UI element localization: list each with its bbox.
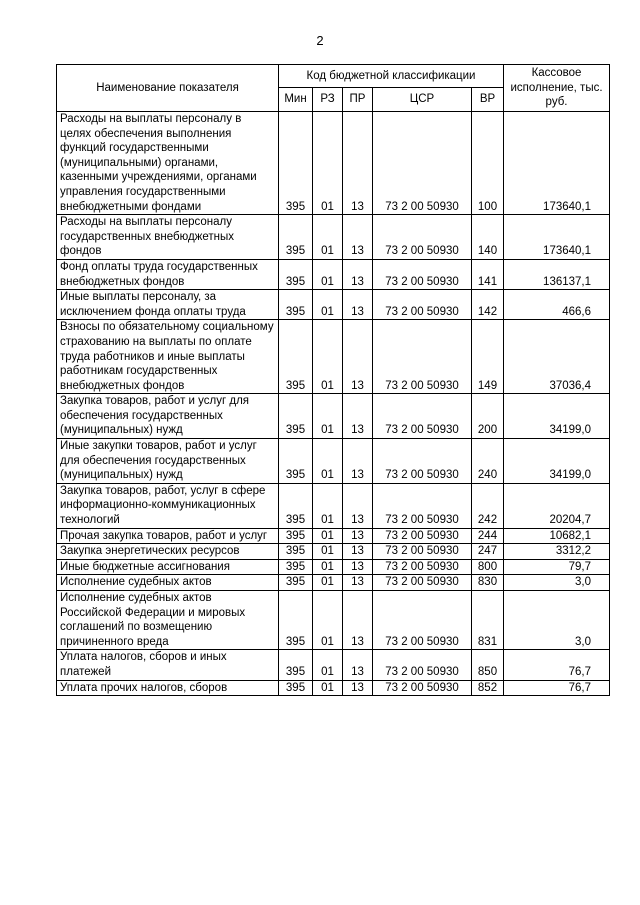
table-row (57, 483, 610, 528)
row-csr: 73 2 00 50930 (373, 544, 472, 560)
table-row (57, 320, 610, 394)
table-row (57, 439, 610, 484)
row-vr: 100 (472, 112, 504, 215)
row-pr: 13 (343, 591, 373, 650)
header-amount: Кассовое исполнение, тыс. руб. (504, 65, 610, 112)
row-rz: 01 (313, 559, 343, 575)
row-csr: 73 2 00 50930 (373, 259, 472, 289)
table-body (57, 112, 610, 696)
table-header (57, 65, 610, 112)
row-name: Расходы на выплаты персоналу государственных внебюджетных фондов (57, 215, 279, 260)
row-rz: 01 (313, 591, 343, 650)
row-name: Прочая закупка товаров, работ и услуг (57, 528, 279, 544)
header-code-group: Код бюджетной классификации (279, 65, 504, 88)
row-amount: 76,7 (504, 650, 610, 680)
row-vr: 247 (472, 544, 504, 560)
row-pr: 13 (343, 680, 373, 696)
table-row (57, 528, 610, 544)
row-pr: 13 (343, 439, 373, 484)
row-min: 395 (279, 290, 313, 320)
row-amount: 20204,7 (504, 483, 610, 528)
row-rz: 01 (313, 575, 343, 591)
row-min: 395 (279, 439, 313, 484)
row-vr: 142 (472, 290, 504, 320)
row-csr: 73 2 00 50930 (373, 680, 472, 696)
row-name: Исполнение судебных актов (57, 575, 279, 591)
row-amount: 10682,1 (504, 528, 610, 544)
row-amount: 136137,1 (504, 259, 610, 289)
header-col-min: Мин (279, 88, 313, 112)
row-rz: 01 (313, 650, 343, 680)
row-vr: 242 (472, 483, 504, 528)
row-min: 395 (279, 320, 313, 394)
row-csr: 73 2 00 50930 (373, 394, 472, 439)
row-amount: 3,0 (504, 575, 610, 591)
row-min: 395 (279, 394, 313, 439)
row-csr: 73 2 00 50930 (373, 575, 472, 591)
row-min: 395 (279, 259, 313, 289)
row-pr: 13 (343, 320, 373, 394)
row-min: 395 (279, 680, 313, 696)
page-number: 2 (316, 33, 324, 48)
row-vr: 831 (472, 591, 504, 650)
row-rz: 01 (313, 259, 343, 289)
row-vr: 800 (472, 559, 504, 575)
row-pr: 13 (343, 394, 373, 439)
row-vr: 852 (472, 680, 504, 696)
row-name: Закупка энергетических ресурсов (57, 544, 279, 560)
row-rz: 01 (313, 483, 343, 528)
row-csr: 73 2 00 50930 (373, 439, 472, 484)
row-min: 395 (279, 483, 313, 528)
row-amount: 3,0 (504, 591, 610, 650)
row-vr: 140 (472, 215, 504, 260)
row-csr: 73 2 00 50930 (373, 591, 472, 650)
row-amount: 79,7 (504, 559, 610, 575)
row-rz: 01 (313, 394, 343, 439)
row-name: Закупка товаров, работ, услуг в сфере информационно-коммуникационных технологий (57, 483, 279, 528)
row-vr: 141 (472, 259, 504, 289)
row-csr: 73 2 00 50930 (373, 290, 472, 320)
table-row (57, 650, 610, 680)
row-vr: 244 (472, 528, 504, 544)
table-row (57, 591, 610, 650)
row-name: Уплата налогов, сборов и иных платежей (57, 650, 279, 680)
row-csr: 73 2 00 50930 (373, 559, 472, 575)
row-csr: 73 2 00 50930 (373, 483, 472, 528)
row-rz: 01 (313, 544, 343, 560)
row-amount: 76,7 (504, 680, 610, 696)
budget-execution-table (56, 64, 610, 696)
row-name: Исполнение судебных актов Российской Федерации и мировых соглашений по возмещению причиненного вреда (57, 591, 279, 650)
table-row (57, 259, 610, 289)
row-amount: 3312,2 (504, 544, 610, 560)
row-rz: 01 (313, 528, 343, 544)
row-name: Закупка товаров, работ и услуг для обеспечения государственных (муниципальных) нужд (57, 394, 279, 439)
row-amount: 37036,4 (504, 320, 610, 394)
row-csr: 73 2 00 50930 (373, 320, 472, 394)
row-rz: 01 (313, 290, 343, 320)
row-name: Фонд оплаты труда государственных внебюджетных фондов (57, 259, 279, 289)
row-name: Иные закупки товаров, работ и услуг для обеспечения государственных (муниципальных) нужд (57, 439, 279, 484)
row-rz: 01 (313, 439, 343, 484)
header-col-rz: РЗ (313, 88, 343, 112)
row-rz: 01 (313, 112, 343, 215)
row-amount: 34199,0 (504, 439, 610, 484)
row-vr: 240 (472, 439, 504, 484)
table-row (57, 394, 610, 439)
row-name: Иные выплаты персоналу, за исключением фонда оплаты труда (57, 290, 279, 320)
row-pr: 13 (343, 559, 373, 575)
row-min: 395 (279, 575, 313, 591)
row-amount: 173640,1 (504, 112, 610, 215)
row-csr: 73 2 00 50930 (373, 112, 472, 215)
row-min: 395 (279, 528, 313, 544)
header-col-pr: ПР (343, 88, 373, 112)
row-pr: 13 (343, 290, 373, 320)
row-name: Иные бюджетные ассигнования (57, 559, 279, 575)
table-row (57, 112, 610, 215)
row-vr: 830 (472, 575, 504, 591)
header-col-vr: ВР (472, 88, 504, 112)
table-row (57, 215, 610, 260)
row-pr: 13 (343, 112, 373, 215)
row-amount: 466,6 (504, 290, 610, 320)
row-rz: 01 (313, 680, 343, 696)
header-name: Наименование показателя (57, 65, 279, 112)
row-csr: 73 2 00 50930 (373, 650, 472, 680)
row-rz: 01 (313, 320, 343, 394)
row-pr: 13 (343, 483, 373, 528)
table-row (57, 290, 610, 320)
row-pr: 13 (343, 575, 373, 591)
row-name: Расходы на выплаты персоналу в целях обеспечения выполнения функций государственными (муниципальными) органами, казенными учреждениями, органами управления государственными внебюджетными фондами (57, 112, 279, 215)
row-vr: 149 (472, 320, 504, 394)
row-vr: 850 (472, 650, 504, 680)
row-csr: 73 2 00 50930 (373, 528, 472, 544)
row-name: Уплата прочих налогов, сборов (57, 680, 279, 696)
row-vr: 200 (472, 394, 504, 439)
row-min: 395 (279, 544, 313, 560)
table-row (57, 559, 610, 575)
row-amount: 34199,0 (504, 394, 610, 439)
row-pr: 13 (343, 528, 373, 544)
table-row (57, 575, 610, 591)
row-csr: 73 2 00 50930 (373, 215, 472, 260)
table-row (57, 680, 610, 696)
row-pr: 13 (343, 215, 373, 260)
row-pr: 13 (343, 259, 373, 289)
row-min: 395 (279, 112, 313, 215)
row-min: 395 (279, 559, 313, 575)
row-pr: 13 (343, 544, 373, 560)
row-amount: 173640,1 (504, 215, 610, 260)
row-min: 395 (279, 215, 313, 260)
table-row (57, 544, 610, 560)
row-pr: 13 (343, 650, 373, 680)
header-col-csr: ЦСР (373, 88, 472, 112)
row-name: Взносы по обязательному социальному страхованию на выплаты по оплате труда работников и иные выплаты работникам государственных внебюджетных фондов (57, 320, 279, 394)
row-min: 395 (279, 591, 313, 650)
row-rz: 01 (313, 215, 343, 260)
row-min: 395 (279, 650, 313, 680)
